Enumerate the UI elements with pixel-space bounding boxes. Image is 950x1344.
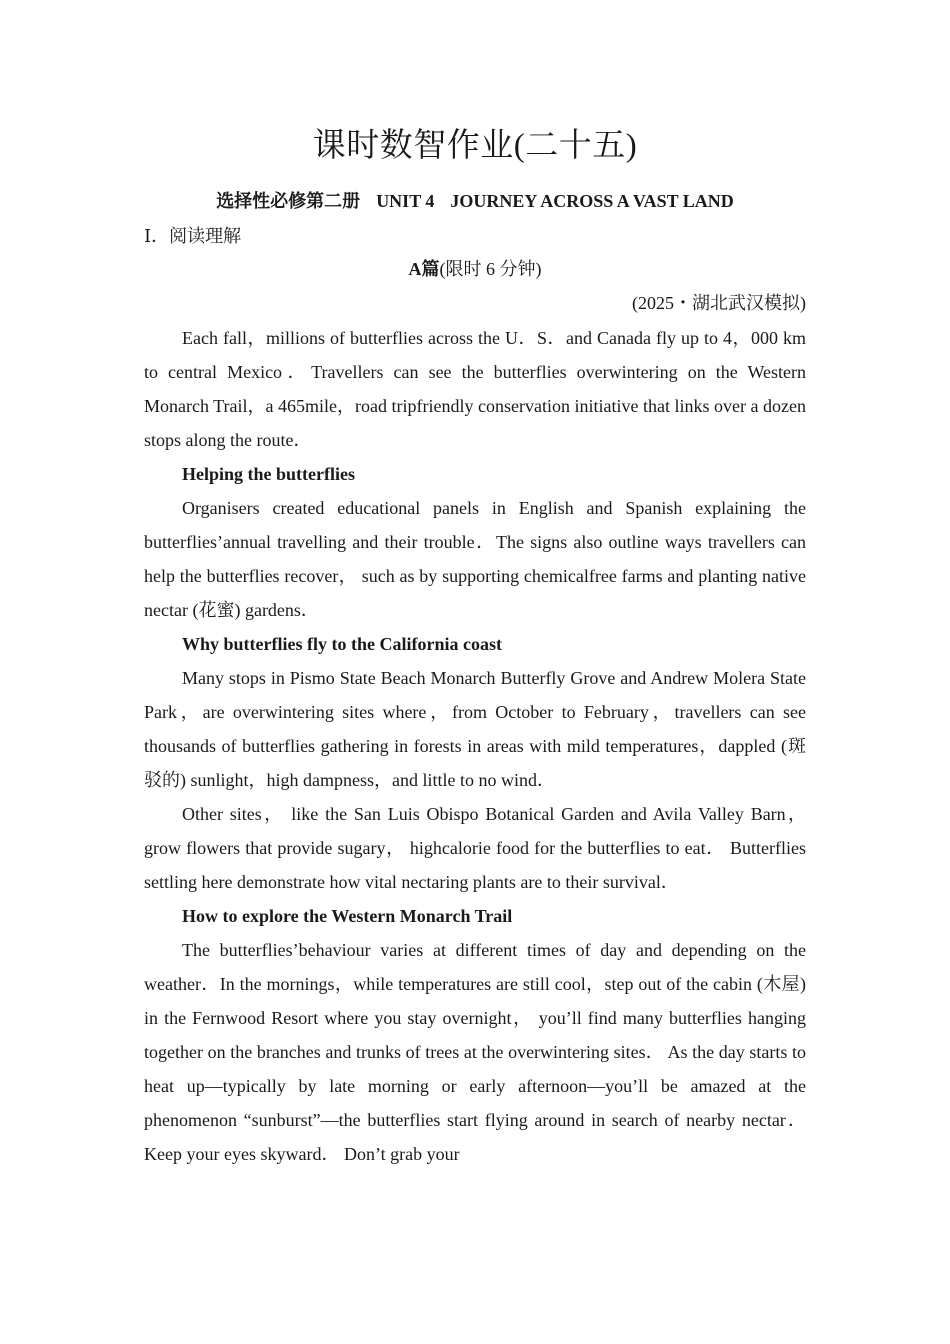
paragraph-1: Each fall，millions of butterflies across the U．S．and Canada fly up to 4，000 km to central Mexico．Travellers can see the butterflies overwintering on the Western Monarch Trail，a 465mile，road tripfriendly conservation initiative that links over a dozen stops along the route． (144, 328, 806, 450)
unit-number: UNIT 4 (376, 191, 435, 211)
passage-label: A篇 (408, 259, 440, 279)
subheading-why-fly: Why butterflies fly to the California coast (182, 634, 502, 654)
unit-title: JOURNEY ACROSS A VAST LAND (450, 191, 734, 211)
subheading-how-explore: How to explore the Western Monarch Trail (182, 906, 513, 926)
passage-time-limit: (限时 6 分钟) (439, 259, 542, 279)
unit-subtitle (144, 189, 806, 213)
paragraph-4: Other sites， like the San Luis Obispo Botanical Garden and Avila Valley Barn， grow flowers that provide sugary， highcalorie food for the butterflies to eat． Butterflies settling here demonstrate how vital nectaring plants are to their survival． (144, 804, 806, 892)
paragraph-3: Many stops in Pismo State Beach Monarch Butterfly Grove and Andrew Molera State Park，are overwintering sites where，from October to February，travellers can see thousands of butterflies gathering in forests in areas with mild temperatures，dappled (斑驳的) sunlight，high dampness，and little to no wind． (144, 668, 806, 790)
section-heading: Ⅰ．阅读理解 (144, 226, 242, 246)
book-name: 选择性必修第二册 (216, 191, 361, 211)
page-title: 课时数智作业(二十五) (312, 128, 638, 164)
passage-source: (2025・湖北武汉模拟) (632, 293, 806, 313)
passage-heading (144, 257, 806, 281)
paragraph-2: Organisers created educational panels in English and Spanish explaining the butterflies’annual travelling and their trouble．The signs also outline ways travellers can help the butterflies recover， such as by supporting chemicalfree farms and planting native nectar (花蜜) gardens． (144, 498, 806, 620)
paragraph-5: The butterflies’behaviour varies at different times of day and depending on the weather．In the mornings，while temperatures are still cool，step out of the cabin (木屋) in the Fernwood Resort where you stay overnight， you’ll find many butterflies hanging together on the branches and trunks of trees at the overwintering sites． As the day starts to heat up—typically by late morning or early afternoon—you’ll be amazed at the phenomenon “sunburst”—the butterflies start flying around in search of nearby nectar． Keep your eyes skyward． Don’t grab your (144, 940, 806, 1164)
passage-body (144, 321, 806, 1171)
subheading-helping: Helping the butterflies (182, 464, 355, 484)
